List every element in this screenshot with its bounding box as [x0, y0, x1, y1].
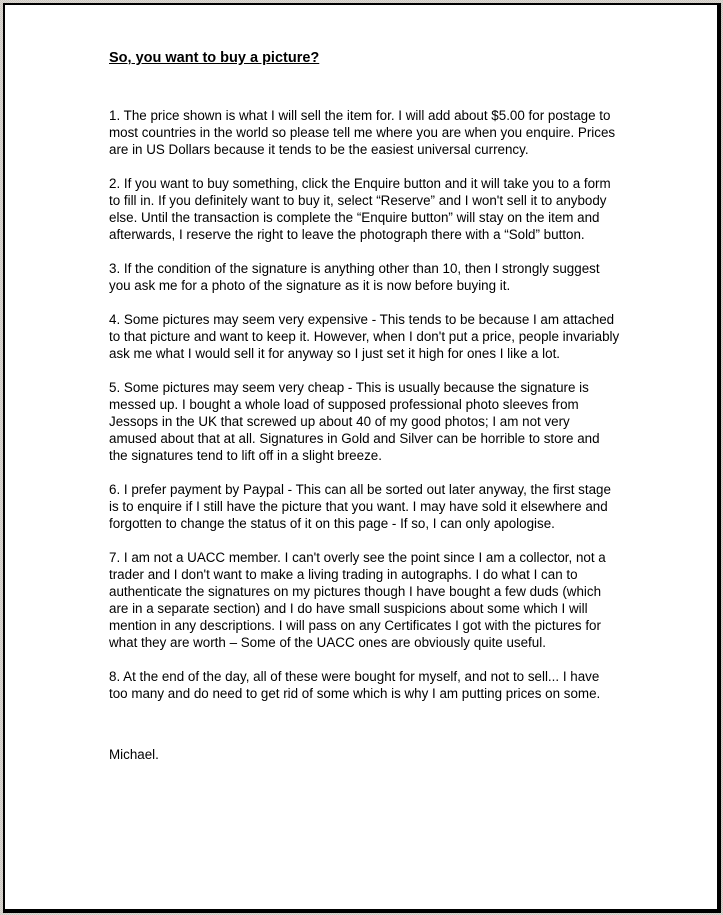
- paragraph-bought-for-myself: 8. At the end of the day, all of these were bought for myself, and not to sell... I have too many and do need to get rid of some which is why I am putting prices on some.: [109, 669, 601, 701]
- document-page: [3, 3, 721, 913]
- paragraph-price: 1. The price shown is what I will sell the item for. I will add about $5.00 for postage to most countries in the world so please tell me where you are when you enquire. Prices are in US Dollars because it tends to be the easiest universal currency.: [109, 108, 616, 157]
- document-content: [5, 5, 717, 763]
- paragraph-paypal: 6. I prefer payment by Paypal - This can all be sorted out later anyway, the first stage is to enquire if I still have the picture that you want. I may have sold it elsewhere and forgotten to change the status of it on this page - If so, I can only apologise.: [109, 482, 611, 531]
- paragraph-expensive: 4. Some pictures may seem very expensive - This tends to be because I am attached to that picture and want to keep it. However, when I don't put a price, people invariably ask me what I would sell it for anyway so I just set it high for ones I like a lot.: [109, 312, 620, 361]
- signature: Michael.: [109, 747, 159, 762]
- page-title: So, you want to buy a picture?: [109, 50, 320, 66]
- paragraph-cheap: 5. Some pictures may seem very cheap - This is usually because the signature is messed up. I bought a whole load of supposed professional photo sleeves from Jessops in the UK that screwed up about 40 of my good photos; I am not very amused about that at all. Signatures in Gold and Silver can be horrible to store and the signatures tend to lift off in a slight breeze.: [109, 380, 600, 463]
- paragraph-enquire: 2. If you want to buy something, click the Enquire button and it will take you to a form to fill in. If you definitely want to buy it, select “Reserve” and I won't sell it to anybody else. Until the transaction is complete the “Enquire button” will stay on the item and afterwards, I reserve the right to leave the photograph there with a “Sold” button.: [109, 176, 611, 242]
- paragraph-uacc: 7. I am not a UACC member. I can't overly see the point since I am a collector, not a trader and I don't want to make a living trading in autographs. I do what I can to authenticate the signatures on my pictures though I have bought a few duds (which are in a separate section) and I do have small suspicions about some which I will mention in any descriptions. I will pass on any Certificates I got with the pictures for what they are worth – Some of the UACC ones are obviously quite useful.: [109, 550, 606, 650]
- paragraph-signature-condition: 3. If the condition of the signature is anything other than 10, then I strongly suggest you ask me for a photo of the signature as it is now before buying it.: [109, 261, 600, 293]
